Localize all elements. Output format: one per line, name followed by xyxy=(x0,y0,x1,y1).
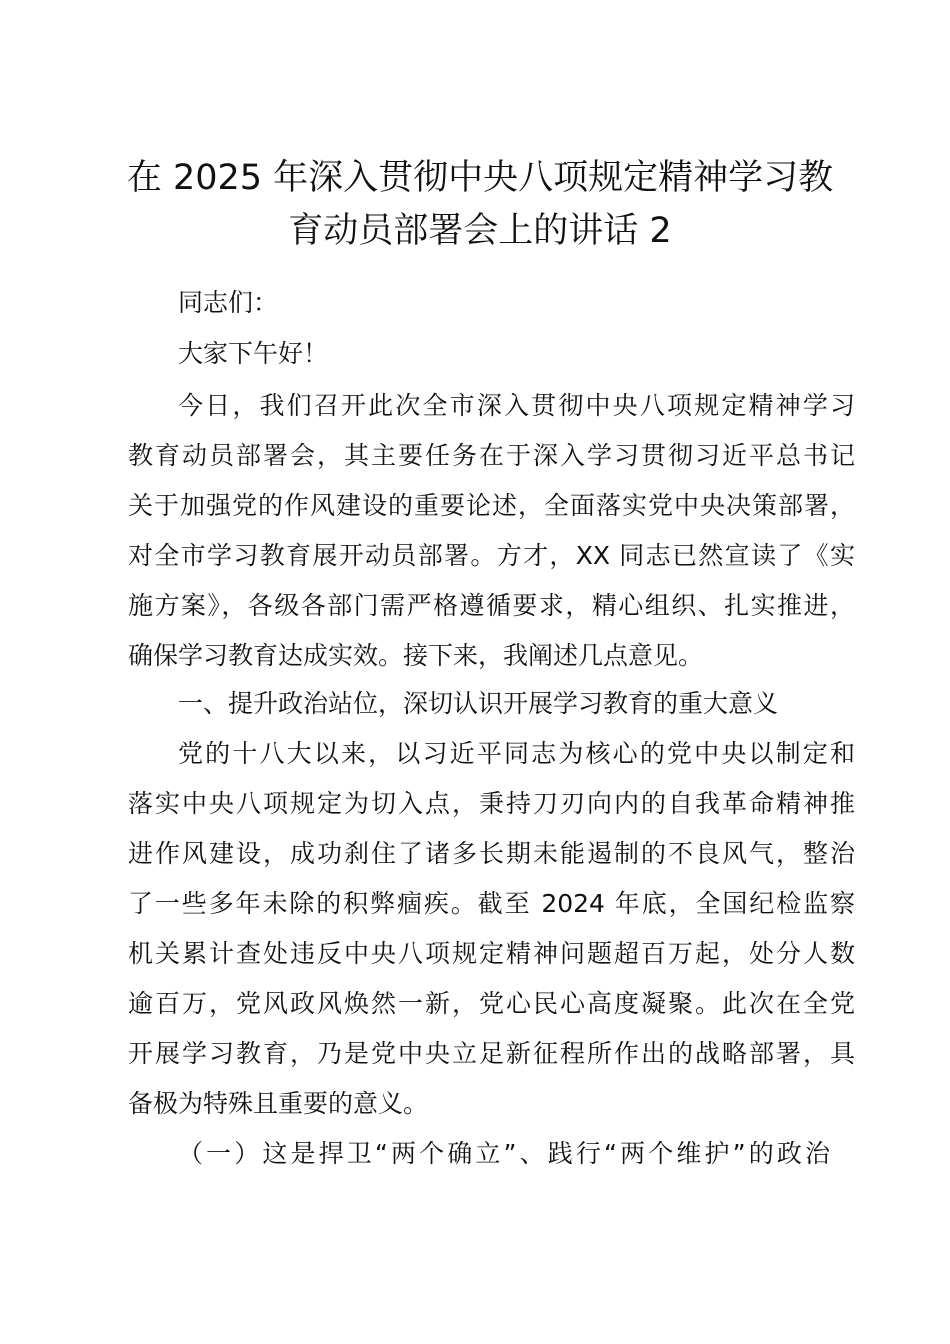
intro-line: 今日，我们召开此次全市深入贯彻中央八项规定精神学习 xyxy=(178,391,855,420)
body-line: 机关累计查处违反中央八项规定精神问题超百万起，处分人数 xyxy=(128,939,855,968)
body-line: 备极为特殊且重要的意义。 xyxy=(128,1089,429,1118)
body-line: 逾百万，党风政风焕然一新，党心民心高度凝聚。此次在全党 xyxy=(128,989,855,1018)
body-line: 党的十八大以来，以习近平同志为核心的党中央以制定和 xyxy=(178,739,855,768)
salutation: 大家下午好！ xyxy=(178,339,329,368)
intro-line: 关于加强党的作风建设的重要论述，全面落实党中央决策部署， xyxy=(128,491,855,520)
document-title-line-1: 在 2025 年深入贯彻中央八项规定精神学习教 xyxy=(126,158,834,198)
body-line: 落实中央八项规定为切入点，秉持刀刃向内的自我革命精神推 xyxy=(128,789,855,818)
body-line: 开展学习教育，乃是党中央立足新征程所作出的战略部署，具 xyxy=(128,1039,855,1068)
intro-line: 确保学习教育达成实效。接下来，我阐述几点意见。 xyxy=(128,641,704,670)
intro-line: 教育动员部署会，其主要任务在于深入学习贯彻习近平总书记 xyxy=(128,441,855,470)
document-title-line-2: 育动员部署会上的讲话 2 xyxy=(288,211,672,251)
body-line: 进作风建设，成功刹住了诸多长期未能遏制的不良风气，整治 xyxy=(128,839,855,868)
greeting: 同志们： xyxy=(178,288,279,317)
subsection-line: （一）这是捍卫“两个确立”、践行“两个维护”的政治 xyxy=(178,1139,830,1168)
intro-line: 施方案》，各级各部门需严格遵循要求，精心组织、扎实推进， xyxy=(128,591,855,620)
section-heading: 一、提升政治站位，深切认识开展学习教育的重大意义 xyxy=(178,689,779,718)
intro-line: 对全市学习教育展开动员部署。方才，XX 同志已然宣读了《实 xyxy=(128,541,855,570)
body-line: 了一些多年未除的积弊痼疾。截至 2024 年底，全国纪检监察 xyxy=(128,889,855,918)
